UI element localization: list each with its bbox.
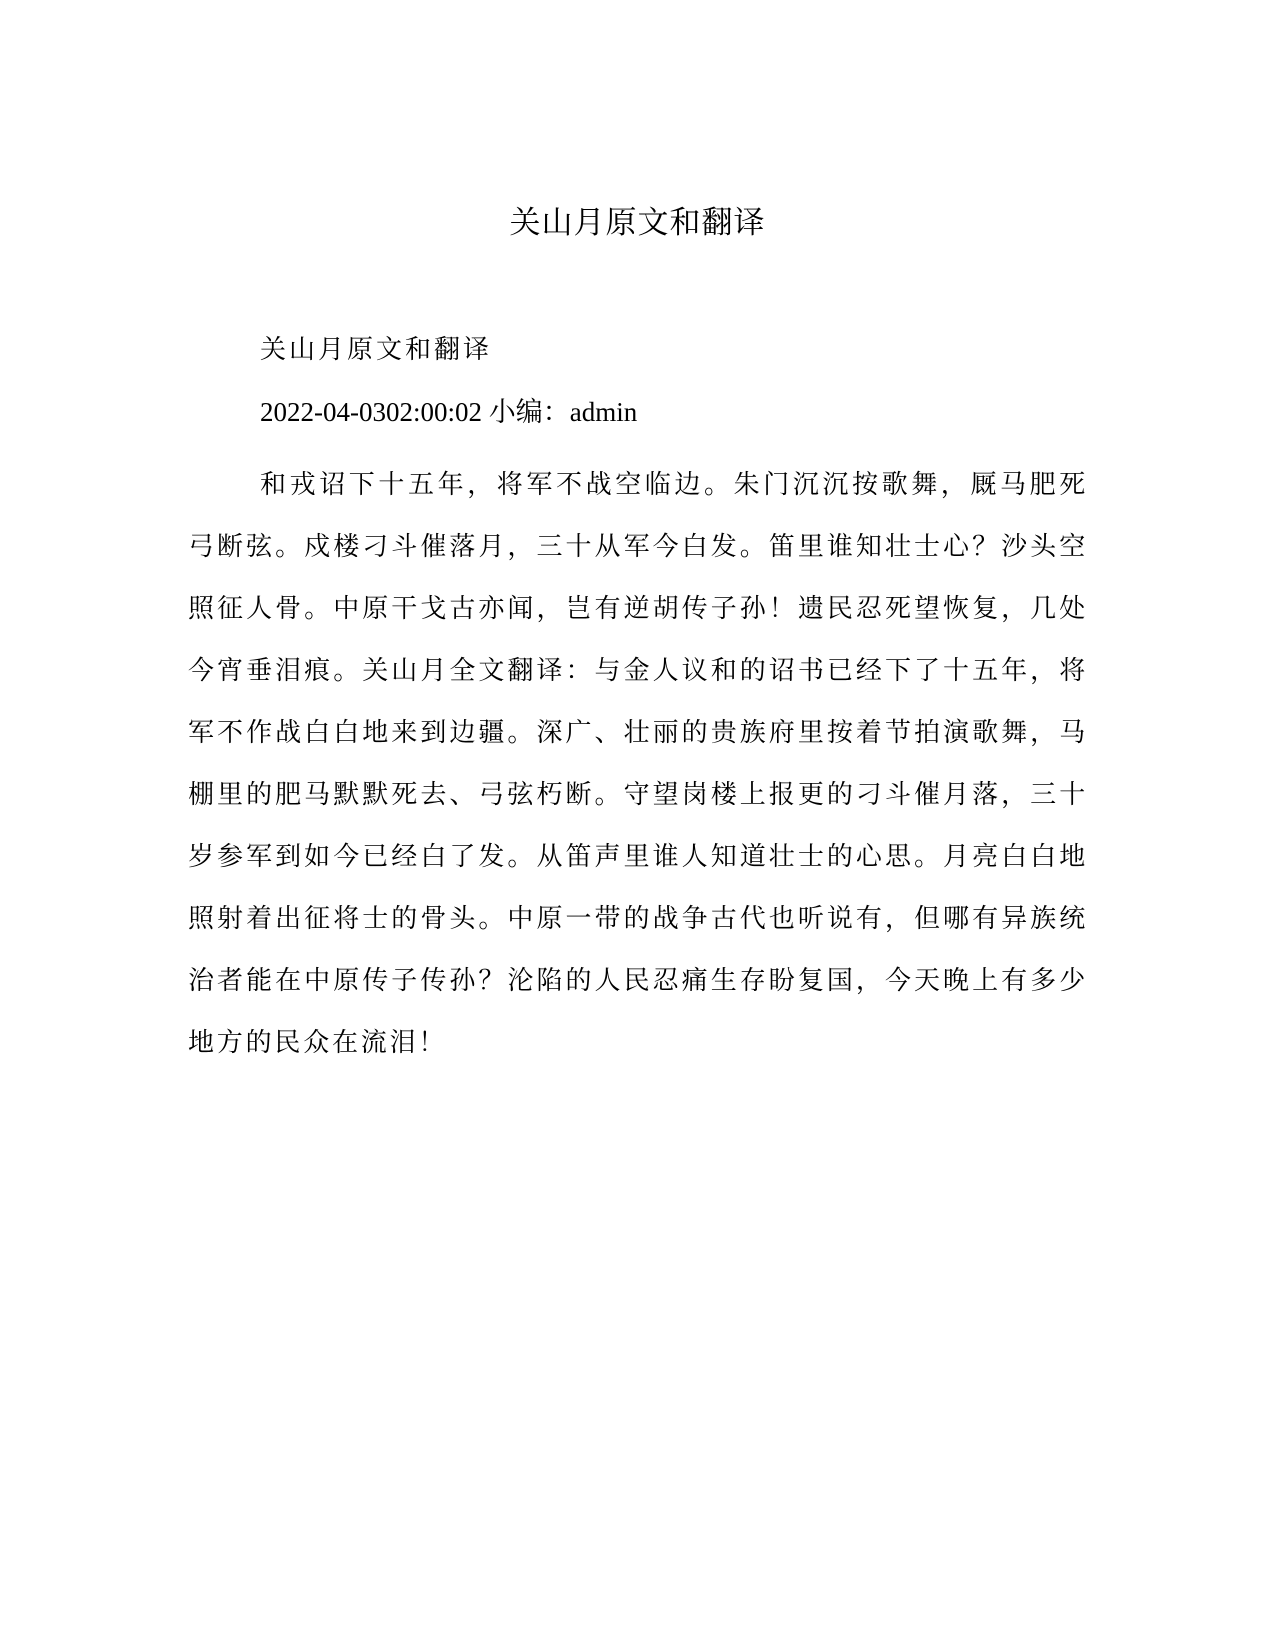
article-body: 和戎诏下十五年，将军不战空临边。朱门沉沉按歌舞，厩马肥死弓断弦。戍楼刁斗催落月，三十从军今白发。笛里谁知壮士心？沙头空照征人骨。中原干戈古亦闻，岂有逆胡传子孙！遗民忍死望恢复，几处今宵垂泪痕。关山月全文翻译：与金人议和的诏书已经下了十五年，将军不作战白白地来到边疆。深广、壮丽的贵族府里按着节拍演歌舞，马棚里的肥马默默死去、弓弦朽断。守望岗楼上报更的刁斗催月落，三十岁参军到如今已经白了发。从笛声里谁人知道壮士的心思。月亮白白地照射着出征将士的骨头。中原一带的战争古代也听说有，但哪有异族统治者能在中原传子传孙？沦陷的人民忍痛生存盼复国，今天晚上有多少地方的民众在流泪！ bbox=[188, 470, 1088, 1058]
article-subtitle: 关山月原文和翻译 bbox=[260, 335, 493, 365]
article-meta: 2022-04-0302:00:02 小编：admin bbox=[260, 397, 638, 427]
document-title: 关山月原文和翻译 bbox=[509, 205, 766, 241]
